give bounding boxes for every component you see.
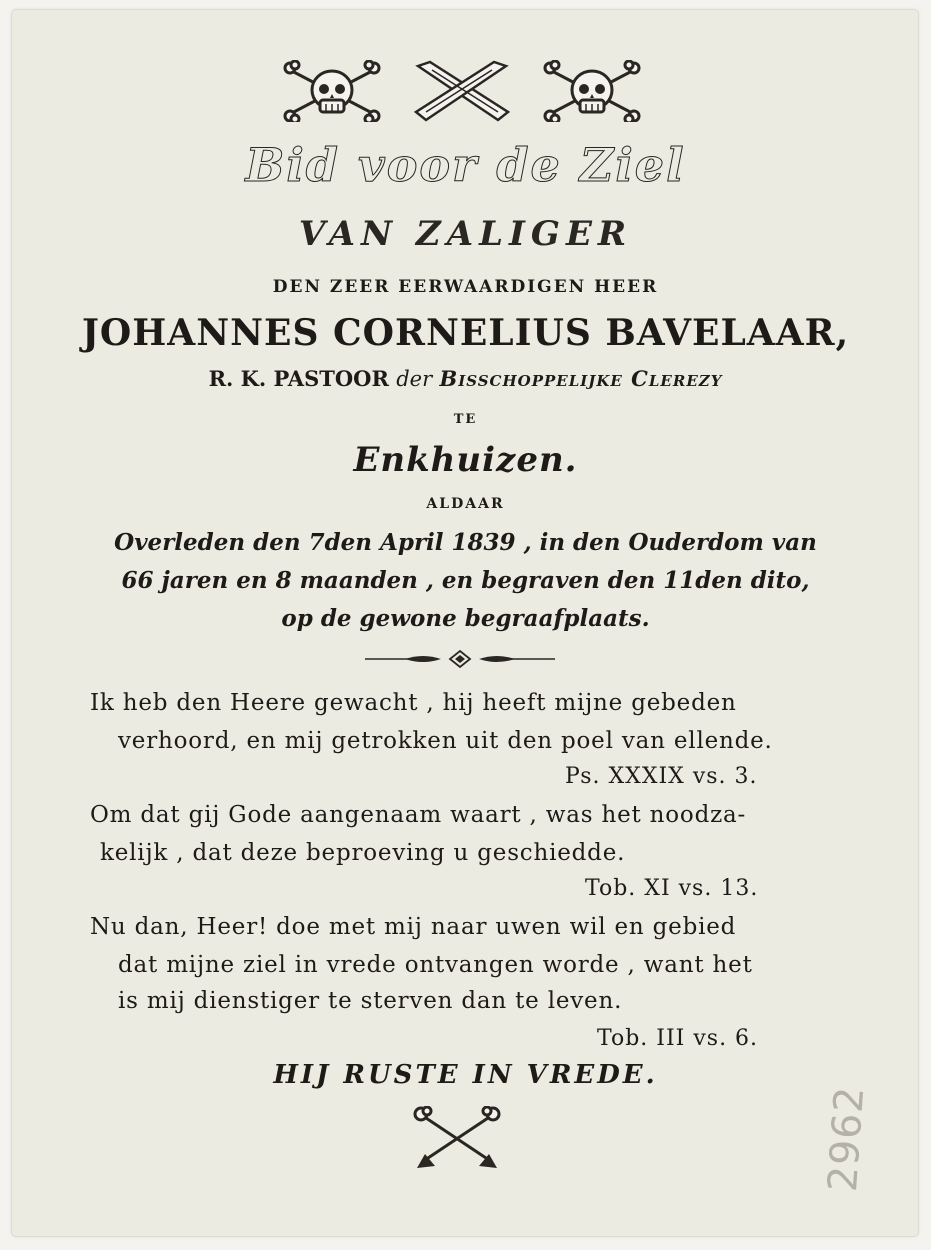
scripture-reference: Ps. XXXIX vs. 3. — [565, 764, 758, 789]
scripture-reference: Tob. III vs. 6. — [597, 1026, 759, 1051]
deceased-name: JOHANNES CORNELIUS BAVELAAR, — [81, 312, 850, 354]
bid-voor-heading: Bid voor de Ziel — [245, 138, 686, 192]
death-line: Overleden den 7den April 1839 , in den Ouderdom van — [114, 529, 817, 556]
scripture-reference: Tob. XI vs. 13. — [585, 876, 759, 901]
city-name: Enkhuizen. — [353, 440, 578, 480]
verse-line: Ik heb den Heere gewacht , hij heeft mijne gebeden — [90, 690, 737, 716]
office-der: der — [396, 367, 433, 391]
scroll-divider-icon — [365, 649, 555, 669]
closing-phrase: HIJ RUSTE IN VREDE. — [273, 1060, 658, 1090]
death-line: op de gewone begraafplaats. — [281, 605, 650, 632]
te-line: TE — [453, 412, 478, 427]
office-line — [0, 366, 931, 391]
crossed-bones-icon — [411, 1106, 503, 1172]
handwritten-catalog-number: 2962 — [820, 1084, 874, 1194]
crossed-torches-icon — [412, 60, 512, 122]
verse-line: dat mijne ziel in vrede ontvangen worde , want het — [118, 952, 753, 978]
verse-line: Nu dan, Heer! doe met mij naar uwen wil en gebied — [90, 914, 737, 940]
skull-crossbones-icon — [282, 60, 382, 122]
van-zaliger-heading: VAN ZALIGER — [298, 214, 633, 254]
aldaar-line: ALDAAR — [426, 496, 505, 512]
verse-line: verhoord, en mij getrokken uit den poel van ellende. — [118, 728, 773, 754]
verse-line: Om dat gij Gode aangenaam waart , was het noodza- — [90, 802, 747, 828]
office-title: R. K. PASTOOR — [208, 366, 389, 391]
office-clerezy: Bisschoppelijke Clerezy — [439, 366, 723, 391]
death-line: 66 jaren en 8 maanden , en begraven den 11den dito, — [121, 567, 810, 594]
verse-line: is mij dienstiger te sterven dan te leven. — [118, 988, 623, 1014]
top-ornaments — [0, 60, 931, 130]
title-line: DEN ZEER EERWAARDIGEN HEER — [272, 277, 659, 297]
verse-line: kelijk , dat deze beproeving u geschiedde. — [100, 840, 626, 866]
skull-crossbones-icon — [542, 60, 642, 122]
